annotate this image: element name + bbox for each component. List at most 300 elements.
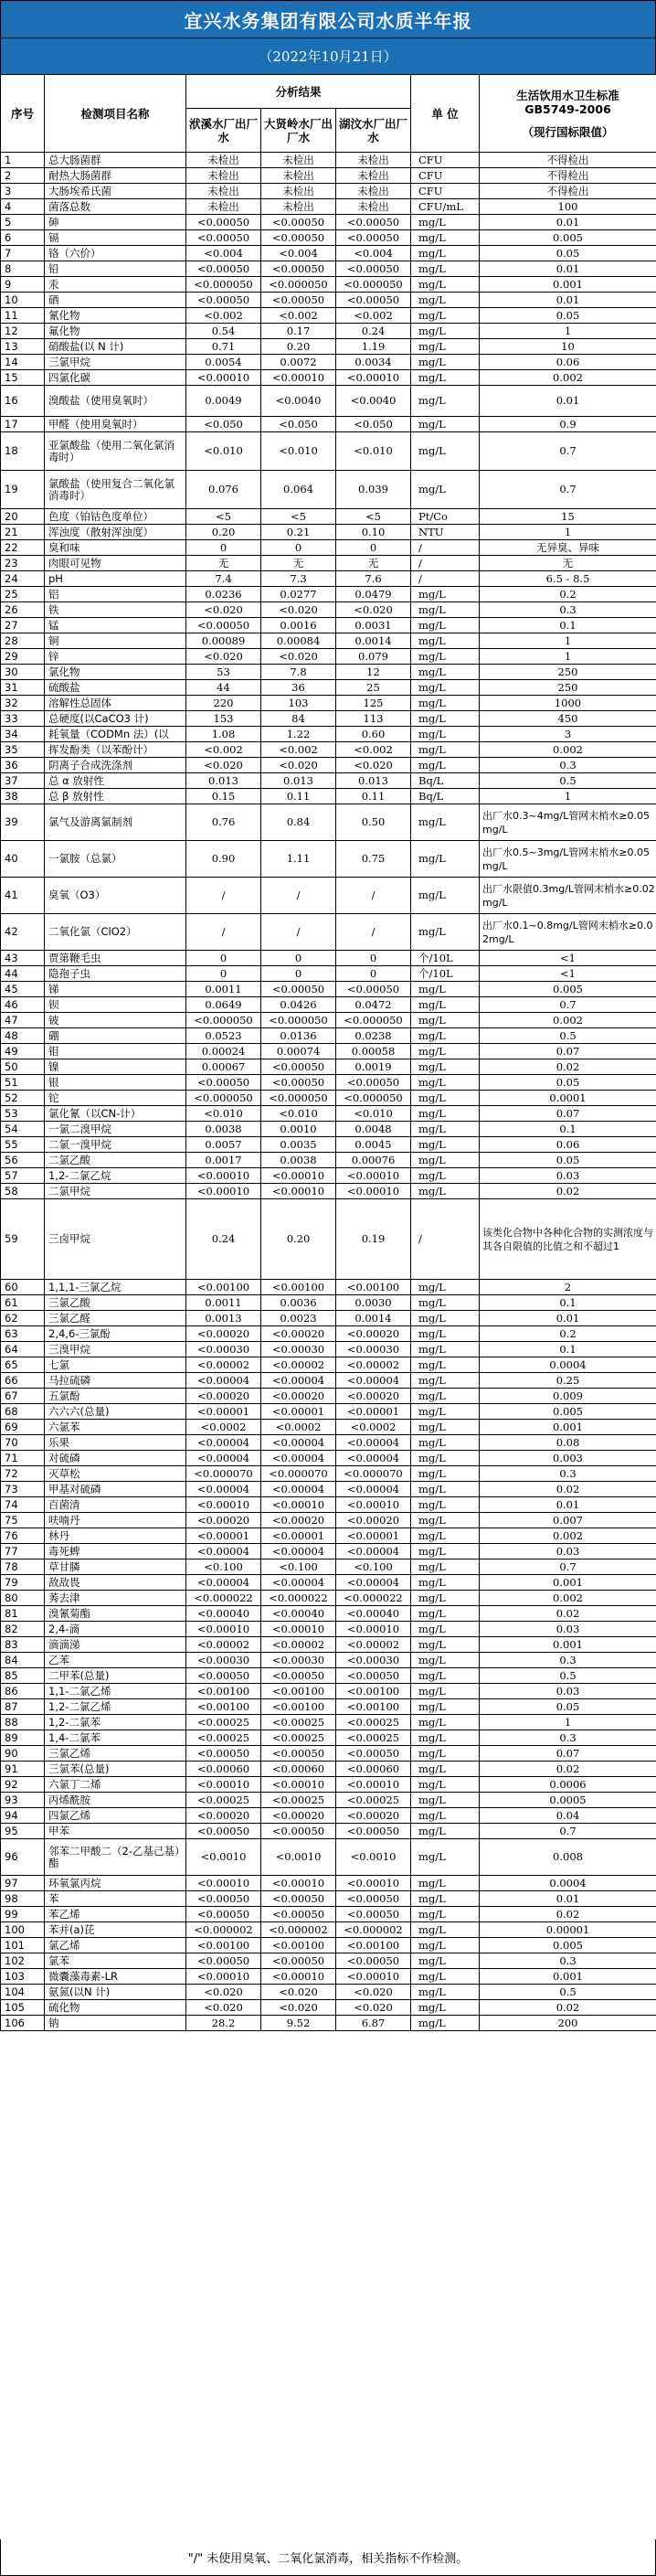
row-number: 6 (1, 230, 45, 246)
row-unit: / (411, 540, 480, 556)
row-limit: 0.1 (480, 618, 656, 633)
row-unit: mg/L (411, 1184, 480, 1199)
row-limit: 0.05 (480, 246, 656, 261)
row-value-plant-3: <0.00010 (336, 370, 411, 386)
row-value-plant-2: 未检出 (261, 184, 336, 199)
table-row (1, 1435, 656, 1451)
table-row (1, 1137, 656, 1153)
row-value-plant-2: <0.00050 (261, 982, 336, 997)
row-unit: mg/L (411, 1653, 480, 1668)
row-number: 52 (1, 1091, 45, 1106)
row-value-plant-2: <0.00002 (261, 1637, 336, 1653)
table-row (1, 432, 656, 471)
table-row (1, 1342, 656, 1357)
row-item-name: 铁 (45, 602, 186, 618)
table-row (1, 1280, 656, 1295)
row-unit: mg/L (411, 878, 480, 914)
row-value-plant-2: 0.064 (261, 471, 336, 509)
row-limit: 0.00001 (480, 1922, 656, 1938)
row-value-plant-3: 0.0479 (336, 587, 411, 602)
row-unit: Bq/L (411, 789, 480, 804)
row-number: 22 (1, 540, 45, 556)
row-unit: mg/L (411, 1311, 480, 1326)
table-row (1, 1466, 656, 1482)
row-value-plant-2: 7.3 (261, 571, 336, 587)
row-value-plant-1: 0.76 (186, 804, 261, 841)
row-value-plant-3: <0.00050 (336, 982, 411, 997)
row-value-plant-3: 0 (336, 966, 411, 982)
table-row (1, 1184, 656, 1199)
row-value-plant-1: <0.00060 (186, 1762, 261, 1777)
row-value-plant-1: <0.00030 (186, 1653, 261, 1668)
row-value-plant-3: <0.00050 (336, 230, 411, 246)
row-item-name: 甲苯 (45, 1824, 186, 1839)
row-unit: mg/L (411, 1746, 480, 1762)
row-value-plant-3: <0.00010 (336, 1184, 411, 1199)
row-limit: 250 (480, 665, 656, 680)
row-value-plant-3: <0.000050 (336, 1013, 411, 1028)
row-value-plant-2: <0.00050 (261, 1746, 336, 1762)
row-value-plant-2: <0.050 (261, 417, 336, 432)
row-unit: NTU (411, 525, 480, 540)
row-number: 39 (1, 804, 45, 841)
row-item-name: 三氯乙烯 (45, 1746, 186, 1762)
row-value-plant-1: <0.000050 (186, 1013, 261, 1028)
row-value-plant-3: 未检出 (336, 184, 411, 199)
row-item-name: 钠 (45, 2016, 186, 2031)
row-value-plant-3: <0.00050 (336, 261, 411, 277)
row-value-plant-1: <0.00050 (186, 261, 261, 277)
row-item-name: 银 (45, 1075, 186, 1091)
table-row (1, 1513, 656, 1528)
row-value-plant-2: <0.00050 (261, 1891, 336, 1907)
row-number: 49 (1, 1044, 45, 1059)
report-date: （2022年10月21日） (0, 37, 656, 74)
row-limit: 0.02 (480, 1482, 656, 1497)
row-limit: 10 (480, 339, 656, 355)
row-item-name: 贾第鞭毛虫 (45, 951, 186, 966)
row-value-plant-1: <0.00001 (186, 1404, 261, 1420)
row-value-plant-2: <0.00004 (261, 1544, 336, 1559)
table-row (1, 261, 656, 277)
row-value-plant-2: <0.020 (261, 1985, 336, 2000)
row-unit: mg/L (411, 246, 480, 261)
row-unit: mg/L (411, 1793, 480, 1808)
row-value-plant-2: 0.0072 (261, 355, 336, 370)
row-value-plant-1: 未检出 (186, 168, 261, 184)
row-value-plant-2: 0 (261, 966, 336, 982)
row-unit: mg/L (411, 1404, 480, 1420)
row-number: 95 (1, 1824, 45, 1839)
row-limit: 0.01 (480, 1311, 656, 1326)
row-value-plant-2: 84 (261, 711, 336, 727)
row-number: 1 (1, 153, 45, 168)
row-item-name: 微囊藻毒素-LR (45, 1969, 186, 1985)
row-value-plant-1: 0.0011 (186, 1295, 261, 1311)
row-item-name: 臭氧（O3） (45, 878, 186, 914)
row-limit: 0.3 (480, 1730, 656, 1746)
row-value-plant-3: <0.00020 (336, 1389, 411, 1404)
table-row (1, 1668, 656, 1684)
row-number: 20 (1, 509, 45, 525)
table-row (1, 914, 656, 951)
row-value-plant-2: <0.0002 (261, 1420, 336, 1435)
row-unit: CFU (411, 184, 480, 199)
row-value-plant-2: <0.000002 (261, 1922, 336, 1938)
row-number: 88 (1, 1715, 45, 1730)
row-value-plant-2: 无 (261, 556, 336, 571)
row-limit: 0.002 (480, 1013, 656, 1028)
row-number: 44 (1, 966, 45, 982)
row-limit: 0.03 (480, 1622, 656, 1637)
table-row (1, 199, 656, 215)
row-number: 83 (1, 1637, 45, 1653)
row-value-plant-3: <0.00060 (336, 1762, 411, 1777)
row-unit: mg/L (411, 1985, 480, 2000)
row-item-name: 硫化物 (45, 2000, 186, 2016)
row-value-plant-3: <0.00004 (336, 1544, 411, 1559)
table-row (1, 1528, 656, 1544)
row-number: 77 (1, 1544, 45, 1559)
table-row (1, 1122, 656, 1137)
table-row (1, 1044, 656, 1059)
row-number: 33 (1, 711, 45, 727)
row-value-plant-3: <0.00050 (336, 1075, 411, 1091)
row-limit: 0.01 (480, 1497, 656, 1513)
row-value-plant-1: <0.00001 (186, 1528, 261, 1544)
row-value-plant-1: 0.90 (186, 841, 261, 878)
row-value-plant-2: <0.00020 (261, 1808, 336, 1824)
row-unit: mg/L (411, 1839, 480, 1876)
row-item-name: 四氯化碳 (45, 370, 186, 386)
table-row (1, 509, 656, 525)
row-unit: mg/L (411, 1059, 480, 1075)
row-value-plant-1: 0.0057 (186, 1137, 261, 1153)
table-row (1, 168, 656, 184)
row-value-plant-1: <0.00030 (186, 1342, 261, 1357)
row-value-plant-3: 0 (336, 951, 411, 966)
row-value-plant-3: 0.19 (336, 1199, 411, 1280)
row-item-name: 1,1,1-三氯乙烷 (45, 1280, 186, 1295)
row-value-plant-2: <0.002 (261, 308, 336, 324)
table-row (1, 1168, 656, 1184)
row-unit: mg/L (411, 804, 480, 841)
row-number: 19 (1, 471, 45, 509)
row-value-plant-2: <0.00050 (261, 1059, 336, 1075)
row-limit: 0.0004 (480, 1357, 656, 1373)
row-value-plant-3: <0.010 (336, 432, 411, 471)
row-limit: 0.01 (480, 293, 656, 308)
row-number: 79 (1, 1575, 45, 1591)
row-unit: mg/L (411, 1389, 480, 1404)
table-row (1, 997, 656, 1013)
row-value-plant-2: <0.00001 (261, 1404, 336, 1420)
table-row (1, 1357, 656, 1373)
row-unit: mg/L (411, 1575, 480, 1591)
row-unit: mg/L (411, 339, 480, 355)
row-value-plant-1: <0.00004 (186, 1575, 261, 1591)
row-value-plant-1: <0.00010 (186, 1168, 261, 1184)
row-value-plant-3: <0.00050 (336, 1907, 411, 1922)
row-number: 51 (1, 1075, 45, 1091)
row-item-name: 菌落总数 (45, 199, 186, 215)
row-value-plant-2: <0.000050 (261, 1013, 336, 1028)
table-row (1, 540, 656, 556)
table-row (1, 966, 656, 982)
row-unit: mg/L (411, 1373, 480, 1389)
row-number: 37 (1, 773, 45, 789)
row-limit: 0.02 (480, 1059, 656, 1075)
row-value-plant-3: <0.00050 (336, 1746, 411, 1762)
row-number: 3 (1, 184, 45, 199)
row-value-plant-1: <0.00050 (186, 1075, 261, 1091)
row-limit: 0.7 (480, 432, 656, 471)
row-item-name: 乙苯 (45, 1653, 186, 1668)
row-unit: mg/L (411, 1891, 480, 1907)
row-value-plant-3: <0.00004 (336, 1482, 411, 1497)
row-value-plant-1: 44 (186, 680, 261, 696)
row-limit: 0.03 (480, 1544, 656, 1559)
row-unit: mg/L (411, 293, 480, 308)
row-value-plant-1: <0.00010 (186, 1969, 261, 1985)
row-value-plant-1: <0.00020 (186, 1389, 261, 1404)
row-unit: mg/L (411, 324, 480, 339)
table-row (1, 1420, 656, 1435)
row-value-plant-2: 0.11 (261, 789, 336, 804)
row-unit: mg/L (411, 1420, 480, 1435)
row-unit: mg/L (411, 1435, 480, 1451)
row-item-name: 敌敌畏 (45, 1575, 186, 1591)
row-value-plant-3: <0.00020 (336, 1513, 411, 1528)
table-row (1, 742, 656, 758)
report-title: 宜兴水务集团有限公司水质半年报 (0, 0, 656, 37)
row-value-plant-3: <0.00100 (336, 1684, 411, 1699)
table-row (1, 1482, 656, 1497)
row-item-name: 草甘膦 (45, 1559, 186, 1575)
water-quality-table (0, 74, 656, 2031)
row-limit: 0.3 (480, 758, 656, 773)
table-row (1, 1922, 656, 1938)
row-number: 17 (1, 417, 45, 432)
row-value-plant-1: <0.00010 (186, 370, 261, 386)
row-item-name: 铬（六价） (45, 246, 186, 261)
row-value-plant-1: <0.00100 (186, 1938, 261, 1953)
row-limit: 不得检出 (480, 184, 656, 199)
row-unit: mg/L (411, 587, 480, 602)
row-limit: 0.7 (480, 1559, 656, 1575)
row-limit: 不得检出 (480, 153, 656, 168)
row-unit: mg/L (411, 1637, 480, 1653)
header-seq: 序号 (1, 75, 45, 153)
row-value-plant-1: 无 (186, 556, 261, 571)
row-number: 48 (1, 1028, 45, 1044)
row-limit: 0.002 (480, 370, 656, 386)
row-value-plant-3: <0.00010 (336, 1622, 411, 1637)
row-item-name: 臭和味 (45, 540, 186, 556)
table-row (1, 1389, 656, 1404)
row-number: 54 (1, 1122, 45, 1137)
table-row (1, 1199, 656, 1280)
row-item-name: 镉 (45, 230, 186, 246)
row-item-name: 环氧氯丙烷 (45, 1876, 186, 1891)
row-item-name: 七氯 (45, 1357, 186, 1373)
row-item-name: 2,4-滴 (45, 1622, 186, 1637)
row-value-plant-1: <0.002 (186, 308, 261, 324)
row-limit: 0.05 (480, 1699, 656, 1715)
row-number: 67 (1, 1389, 45, 1404)
row-limit: 0.03 (480, 1684, 656, 1699)
table-row (1, 1575, 656, 1591)
row-limit: 0.001 (480, 277, 656, 293)
row-limit: 0.1 (480, 1295, 656, 1311)
row-value-plant-1: <0.0002 (186, 1420, 261, 1435)
row-value-plant-3: <0.00010 (336, 1168, 411, 1184)
table-row (1, 324, 656, 339)
row-value-plant-3: <5 (336, 509, 411, 525)
row-value-plant-1: 0.15 (186, 789, 261, 804)
row-value-plant-1: <0.00100 (186, 1699, 261, 1715)
row-item-name: 铜 (45, 633, 186, 649)
row-number: 96 (1, 1839, 45, 1876)
table-row (1, 184, 656, 199)
row-value-plant-3: <0.00001 (336, 1528, 411, 1544)
row-limit: 0.002 (480, 742, 656, 758)
row-unit: mg/L (411, 1591, 480, 1606)
row-value-plant-1: <0.00100 (186, 1684, 261, 1699)
row-number: 104 (1, 1985, 45, 2000)
row-value-plant-3: <0.00020 (336, 1808, 411, 1824)
row-limit: 15 (480, 509, 656, 525)
row-value-plant-1: <0.0010 (186, 1839, 261, 1876)
row-number: 85 (1, 1668, 45, 1684)
row-number: 27 (1, 618, 45, 633)
row-limit: 2 (480, 1280, 656, 1295)
row-item-name: 硼 (45, 1028, 186, 1044)
table-row (1, 471, 656, 509)
row-item-name: 锑 (45, 982, 186, 997)
row-value-plant-2: <0.00010 (261, 1168, 336, 1184)
row-item-name: 隐孢子虫 (45, 966, 186, 982)
row-limit: 0.2 (480, 587, 656, 602)
table-row (1, 758, 656, 773)
table-row (1, 153, 656, 168)
header-standard-note: （现行国标限值） (522, 124, 614, 139)
row-value-plant-2: 0.0277 (261, 587, 336, 602)
row-unit: / (411, 571, 480, 587)
row-number: 89 (1, 1730, 45, 1746)
row-value-plant-3: <0.0010 (336, 1839, 411, 1876)
row-limit: 0.007 (480, 1513, 656, 1528)
table-row (1, 1985, 656, 2000)
row-value-plant-2: <0.00010 (261, 1969, 336, 1985)
row-value-plant-1: / (186, 878, 261, 914)
table-row (1, 1091, 656, 1106)
table-row (1, 1075, 656, 1091)
row-limit: 0.2 (480, 1326, 656, 1342)
row-value-plant-3: 0.079 (336, 649, 411, 665)
row-value-plant-3: 0.0031 (336, 618, 411, 633)
row-unit: mg/L (411, 1497, 480, 1513)
row-value-plant-2: <0.00040 (261, 1606, 336, 1622)
row-value-plant-2: <0.00002 (261, 1357, 336, 1373)
row-limit: 0.07 (480, 1746, 656, 1762)
row-item-name: 百菌清 (45, 1497, 186, 1513)
row-value-plant-1: <0.00050 (186, 293, 261, 308)
row-value-plant-1: <0.00050 (186, 1891, 261, 1907)
row-value-plant-1: / (186, 914, 261, 951)
table-row (1, 1373, 656, 1389)
row-unit: mg/L (411, 1342, 480, 1357)
row-value-plant-1: <0.00050 (186, 230, 261, 246)
row-value-plant-3: <0.000070 (336, 1466, 411, 1482)
row-limit: 0.04 (480, 1808, 656, 1824)
table-row (1, 355, 656, 370)
row-item-name: 三溴甲烷 (45, 1342, 186, 1357)
row-value-plant-3: / (336, 914, 411, 951)
row-limit: 无 (480, 556, 656, 571)
row-value-plant-3: <0.00004 (336, 1373, 411, 1389)
row-value-plant-1: <0.00050 (186, 1953, 261, 1969)
row-value-plant-1: <0.00004 (186, 1435, 261, 1451)
table-row (1, 308, 656, 324)
row-value-plant-1: <0.010 (186, 1106, 261, 1122)
row-item-name: 色度（铂钴色度单位） (45, 509, 186, 525)
row-limit: 0.002 (480, 1591, 656, 1606)
row-value-plant-1: <0.000002 (186, 1922, 261, 1938)
row-number: 70 (1, 1435, 45, 1451)
row-value-plant-3: 6.87 (336, 2016, 411, 2031)
row-value-plant-3: 7.6 (336, 571, 411, 587)
row-value-plant-3: <0.000050 (336, 277, 411, 293)
row-unit: mg/L (411, 471, 480, 509)
row-unit: / (411, 1199, 480, 1280)
row-number: 2 (1, 168, 45, 184)
row-value-plant-3: <0.020 (336, 758, 411, 773)
row-value-plant-1: <0.00050 (186, 1668, 261, 1684)
row-value-plant-1: 53 (186, 665, 261, 680)
table-row (1, 789, 656, 804)
row-item-name: 铝 (45, 587, 186, 602)
row-unit: mg/L (411, 261, 480, 277)
row-number: 46 (1, 997, 45, 1013)
row-limit: 0.02 (480, 1606, 656, 1622)
row-limit: 0.07 (480, 1106, 656, 1122)
row-value-plant-3: <0.004 (336, 246, 411, 261)
table-row (1, 1451, 656, 1466)
row-unit: CFU/mL (411, 199, 480, 215)
row-unit: 个/10L (411, 951, 480, 966)
row-value-plant-2: <0.00100 (261, 1938, 336, 1953)
table-row (1, 1684, 656, 1699)
row-item-name: 1,2-二氯苯 (45, 1715, 186, 1730)
row-number: 80 (1, 1591, 45, 1606)
table-row (1, 878, 656, 914)
row-limit: 0.005 (480, 982, 656, 997)
row-item-name: 溴氰菊酯 (45, 1606, 186, 1622)
row-item-name: 二甲苯(总量) (45, 1668, 186, 1684)
row-value-plant-2: <0.00100 (261, 1684, 336, 1699)
row-value-plant-3: 0 (336, 540, 411, 556)
table-row (1, 1106, 656, 1122)
table-row (1, 1311, 656, 1326)
row-number: 4 (1, 199, 45, 215)
row-item-name: 氯气及游离氯制剂 (45, 804, 186, 841)
row-value-plant-1: 28.2 (186, 2016, 261, 2031)
row-number: 55 (1, 1137, 45, 1153)
row-number: 93 (1, 1793, 45, 1808)
row-value-plant-3: <0.00025 (336, 1730, 411, 1746)
row-limit: 无异臭、异味 (480, 540, 656, 556)
